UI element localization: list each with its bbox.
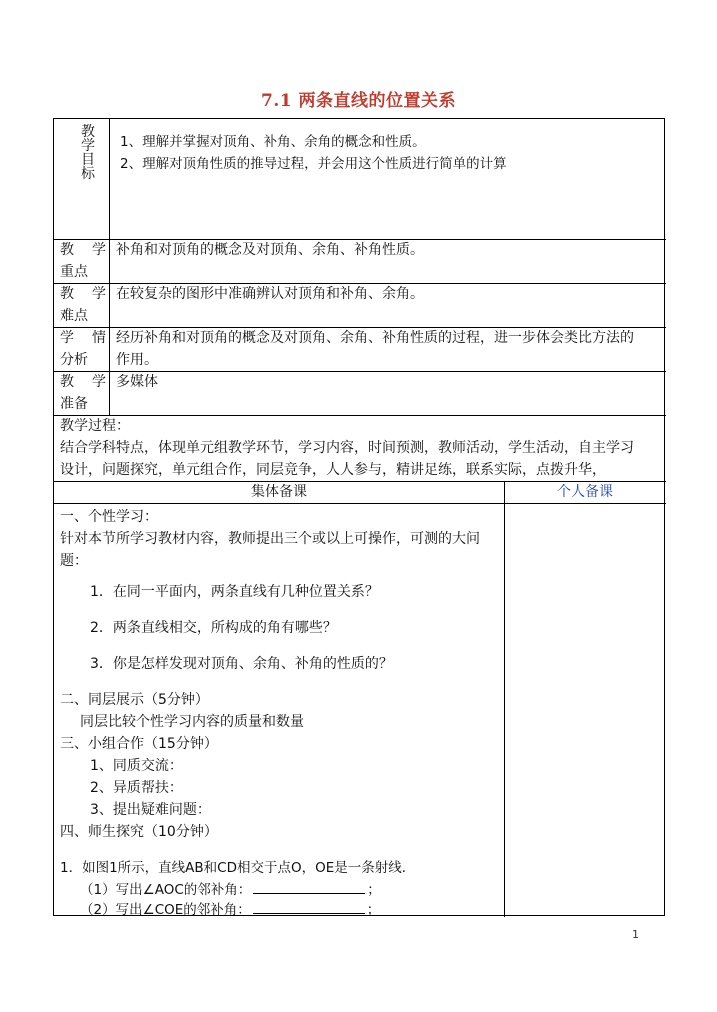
question-3: 3．你是怎样发现对顶角、余角、补角的性质的？ (90, 656, 393, 672)
analysis-label-1: 学 情 (60, 330, 106, 346)
difficulty-label-2: 难点 (60, 308, 88, 324)
analysis-text-2: 作用。 (116, 352, 158, 368)
goal-text-2: 2、理解对顶角性质的推导过程，并会用这个性质进行简单的计算 (120, 156, 507, 172)
goal-label-char: 学 (81, 138, 95, 154)
answer-blank[interactable] (253, 879, 365, 894)
exercise-intro: 1．如图1所示，直线AB和CD相交于点O，OE是一条射线． (60, 860, 416, 876)
exercise-q2-end: ； (366, 902, 381, 918)
prep-text: 多媒体 (116, 374, 158, 390)
collective-prep-header: 集体备课 (251, 484, 307, 500)
section-3-title: 三、小组合作（15分钟） (60, 736, 218, 752)
label-column-divider (109, 119, 110, 415)
section-3-item-3: 3、提出疑难问题： (90, 802, 211, 818)
page-number: 1 (632, 928, 639, 941)
prep-label-2: 准备 (60, 396, 88, 412)
process-line-2: 设计，问题探究，单元组合作，同层竞争，人人参与，精讲足练，联系实际，点拨升华， (60, 462, 606, 478)
section-4-title: 四、师生探究（10分钟） (60, 824, 218, 840)
difficulty-text: 在较复杂的图形中准确辨认对顶角和补角、余角。 (116, 286, 424, 302)
goal-text-1: 1、理解并掌握对顶角、补角、余角的概念和性质。 (120, 134, 426, 150)
exercise-q2-text: （2）写出∠COE的邻补角： (80, 902, 251, 918)
key-label-1: 教 学 (60, 242, 106, 258)
personal-column-divider (504, 481, 505, 917)
goal-label-char: 目 (81, 152, 95, 168)
lesson-plan-table (53, 118, 665, 916)
exercise-q1-end: ； (367, 882, 381, 898)
key-text: 补角和对顶角的概念及对顶角、余角、补角性质。 (116, 242, 424, 258)
process-heading: 教学过程： (60, 418, 130, 434)
section-3-item-1: 1、同质交流： (90, 758, 183, 774)
personal-prep-header: 个人备课 (557, 484, 613, 500)
row-divider (54, 415, 666, 416)
goal-label-char: 标 (81, 166, 95, 182)
section-3-item-2: 2、异质帮扶： (90, 780, 183, 796)
goal-label (81, 125, 95, 181)
analysis-text-1: 经历补角和对顶角的概念及对顶角、余角、补角性质的过程，进一步体会类比方法的 (116, 330, 634, 346)
prep-label-1: 教 学 (60, 374, 106, 390)
exercise-q1 (80, 879, 381, 901)
answer-blank[interactable] (253, 899, 365, 914)
difficulty-label-1: 教 学 (60, 286, 106, 302)
key-label-2: 重点 (60, 264, 88, 280)
row-divider (54, 503, 666, 504)
goal-label-char: 教 (81, 124, 95, 140)
question-2: 2．两条直线相交，所构成的角有哪些？ (90, 620, 337, 636)
section-2-title: 二、同层展示（5分钟） (60, 692, 209, 708)
section-1-intro-1: 针对本节所学习教材内容，教师提出三个或以上可操作，可测的大问 (60, 531, 480, 547)
section-1-intro-2: 题： (60, 553, 88, 569)
analysis-label-2: 分析 (60, 352, 88, 368)
exercise-q1-text: （1）写出∠AOC的邻补角： (80, 882, 252, 898)
question-1: 1．在同一平面内，两条直线有几种位置关系？ (90, 584, 379, 600)
section-1-title: 一、个性学习： (60, 509, 158, 525)
page-title: 7.1 两条直线的位置关系 (261, 91, 456, 111)
section-2-text: 同层比较个性学习内容的质量和数量 (80, 714, 304, 730)
exercise-q2 (80, 899, 380, 921)
process-line-1: 结合学科特点，体现单元组教学环节，学习内容，时间预测，教师活动，学生活动，自主学习 (60, 440, 634, 456)
